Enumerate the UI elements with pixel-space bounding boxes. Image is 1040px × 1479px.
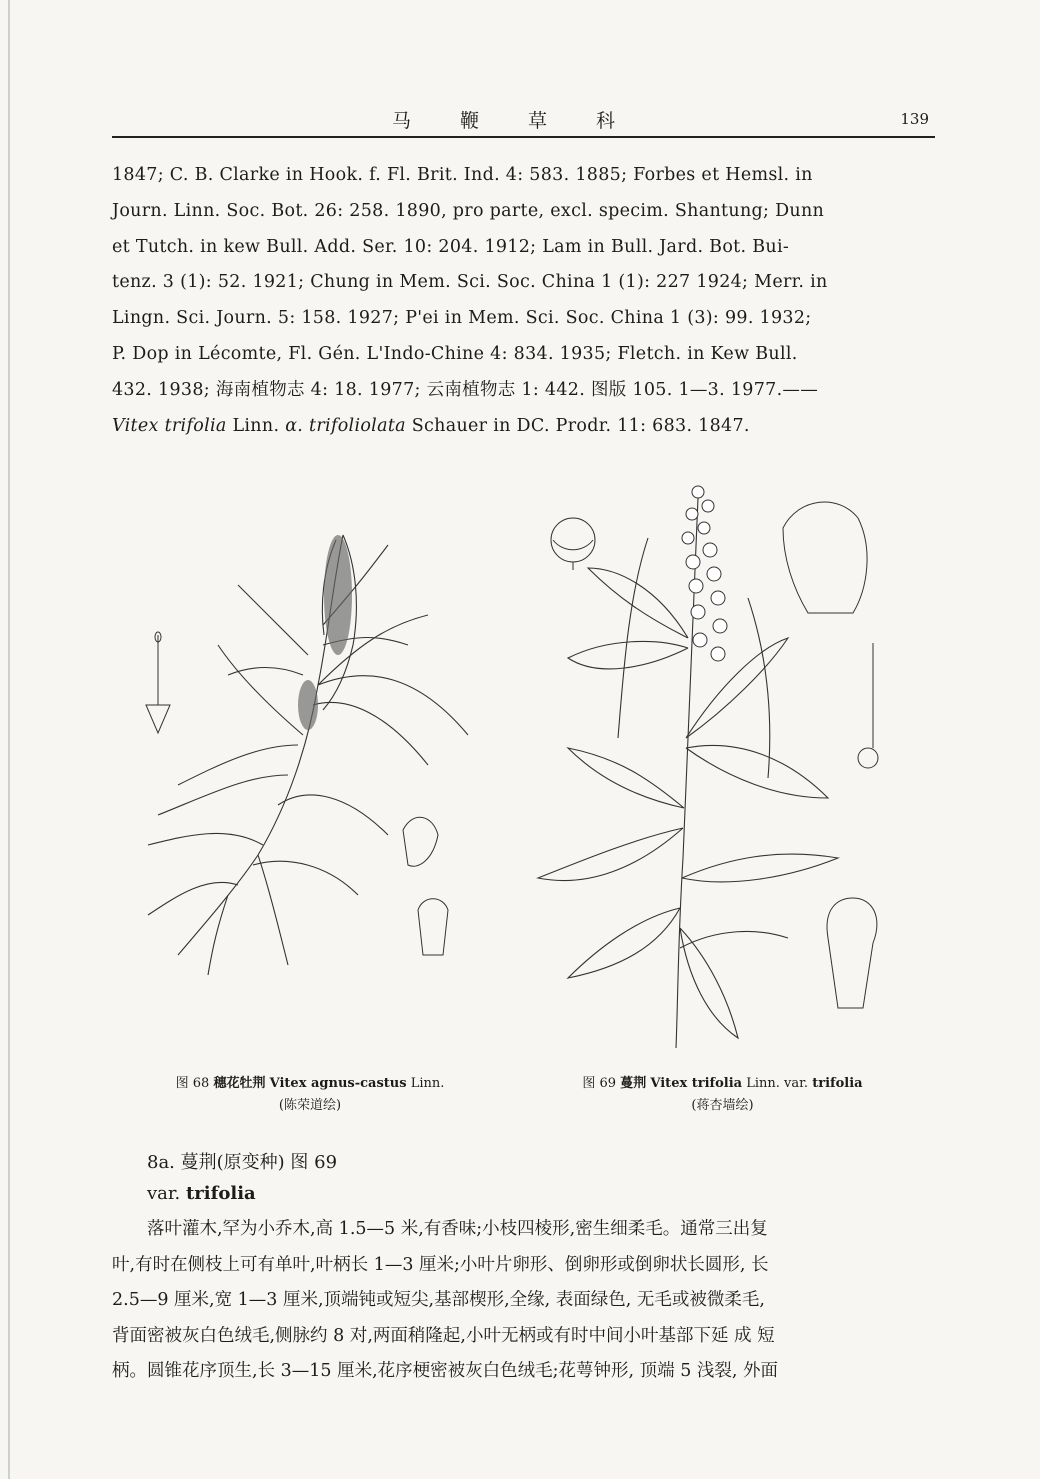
figure-69-illustration <box>528 478 908 1058</box>
latin-prefix: var. <box>147 1183 181 1204</box>
flower-spike <box>324 535 352 655</box>
figure-69-caption <box>540 1073 905 1117</box>
corolla-detail <box>783 502 867 613</box>
reference-line: P. Dop in Lécomte, Fl. Gén. L'Indo-Chine 4: 834. 1935; Fletch. in Kew Bull. <box>112 343 798 364</box>
description-line: 背面密被灰白色绒毛,侧脉约 8 对,两面稍隆起,小叶无柄或有时中间小叶基部下延 成 短 <box>112 1325 775 1346</box>
artist-credit: (陈荣道绘) <box>278 1098 342 1113</box>
reference-line: et Tutch. in kew Bull. Add. Ser. 10: 204. 1912; Lam in Bull. Jard. Bot. Bui- <box>112 236 790 257</box>
synonym-variety: trifoliolata <box>309 415 406 436</box>
chinese-name: 穗花牡荆 <box>213 1076 266 1091</box>
header-char: 马 <box>392 110 412 132</box>
header-char: 科 <box>596 110 616 132</box>
chinese-name: 蔓荆 <box>620 1076 647 1091</box>
flower-detail-2 <box>403 817 438 866</box>
reference-line: Journ. Linn. Soc. Bot. 26: 258. 1890, pro parte, excl. specim. Shantung; Dunn <box>112 200 825 221</box>
authority: Linn. var. <box>746 1076 809 1091</box>
page-binding-edge <box>8 0 10 1479</box>
artist-credit: (蒋杏墙绘) <box>691 1098 754 1113</box>
flower-detail-3 <box>418 899 448 955</box>
description-line: 叶,有时在侧枝上可有单叶,叶柄长 1—3 厘米;小叶片卵形、倒卵形或倒卵状长圆形, 长 <box>112 1254 769 1275</box>
calyx-detail <box>827 898 877 1008</box>
section-latin-name <box>147 1183 256 1204</box>
description-line: 2.5—9 厘米,宽 1—3 厘米,顶端钝或短尖,基部楔形,全缘, 表面绿色, 无毛或被微柔毛, <box>112 1290 765 1310</box>
fruit-detail <box>551 518 595 562</box>
figure-68-illustration <box>128 525 498 985</box>
section-heading: 8a. 蔓荆(原变种) 图 69 <box>147 1152 338 1173</box>
pistil-detail <box>858 748 878 768</box>
latin-name: Vitex trifolia <box>650 1076 743 1091</box>
authority: Linn. <box>410 1076 445 1091</box>
figure-number: 图 68 <box>175 1076 210 1091</box>
header-title <box>392 106 732 133</box>
latin-name: Vitex agnus-castus <box>269 1076 407 1091</box>
running-header <box>112 104 935 134</box>
synonym-author: Linn. <box>232 415 280 436</box>
header-rule <box>112 136 935 138</box>
reference-line: tenz. 3 (1): 52. 1921; Chung in Mem. Sci. Soc. China 1 (1): 227 1924; Merr. in <box>112 272 828 293</box>
main-stem <box>178 535 343 955</box>
synonym-rank: α. <box>285 415 304 436</box>
reference-line: 432. 1938; 海南植物志 4: 18. 1977; 云南植物志 1: 442. 图版 105. 1—3. 1977.—— <box>112 379 819 400</box>
description-line: 落叶灌木,罕为小乔木,高 1.5—5 米,有香味;小枝四棱形,密生细柔毛。通常三出复 <box>147 1219 768 1239</box>
synonym-line <box>112 409 944 445</box>
figure-68-caption <box>140 1073 480 1117</box>
reference-line: Lingn. Sci. Journ. 5: 158. 1927; P'ei in Mem. Sci. Soc. China 1 (3): 99. 1932; <box>112 308 812 329</box>
synonym-species: trifolia <box>164 415 227 436</box>
header-char: 鞭 <box>460 110 480 132</box>
header-char: 草 <box>528 110 548 132</box>
figure-number: 图 69 <box>582 1076 617 1091</box>
latin-variety: trifolia <box>185 1183 256 1204</box>
description-block <box>112 1212 944 1390</box>
synonym-citation: Schauer in DC. Prodr. 11: 683. 1847. <box>411 415 750 436</box>
page-number: 139 <box>900 110 929 128</box>
description-line: 柄。圆锥花序顶生,长 3—15 厘米,花序梗密被灰白色绒毛;花萼钟形, 顶端 5 浅裂, 外面 <box>112 1361 779 1381</box>
variety-name: trifolia <box>812 1076 863 1091</box>
reference-line: 1847; C. B. Clarke in Hook. f. Fl. Brit. Ind. 4: 583. 1885; Forbes et Hemsl. in <box>112 165 813 185</box>
flower-detail-1 <box>146 705 170 733</box>
references-block <box>112 158 944 444</box>
synonym-genus: Vitex <box>112 415 159 436</box>
